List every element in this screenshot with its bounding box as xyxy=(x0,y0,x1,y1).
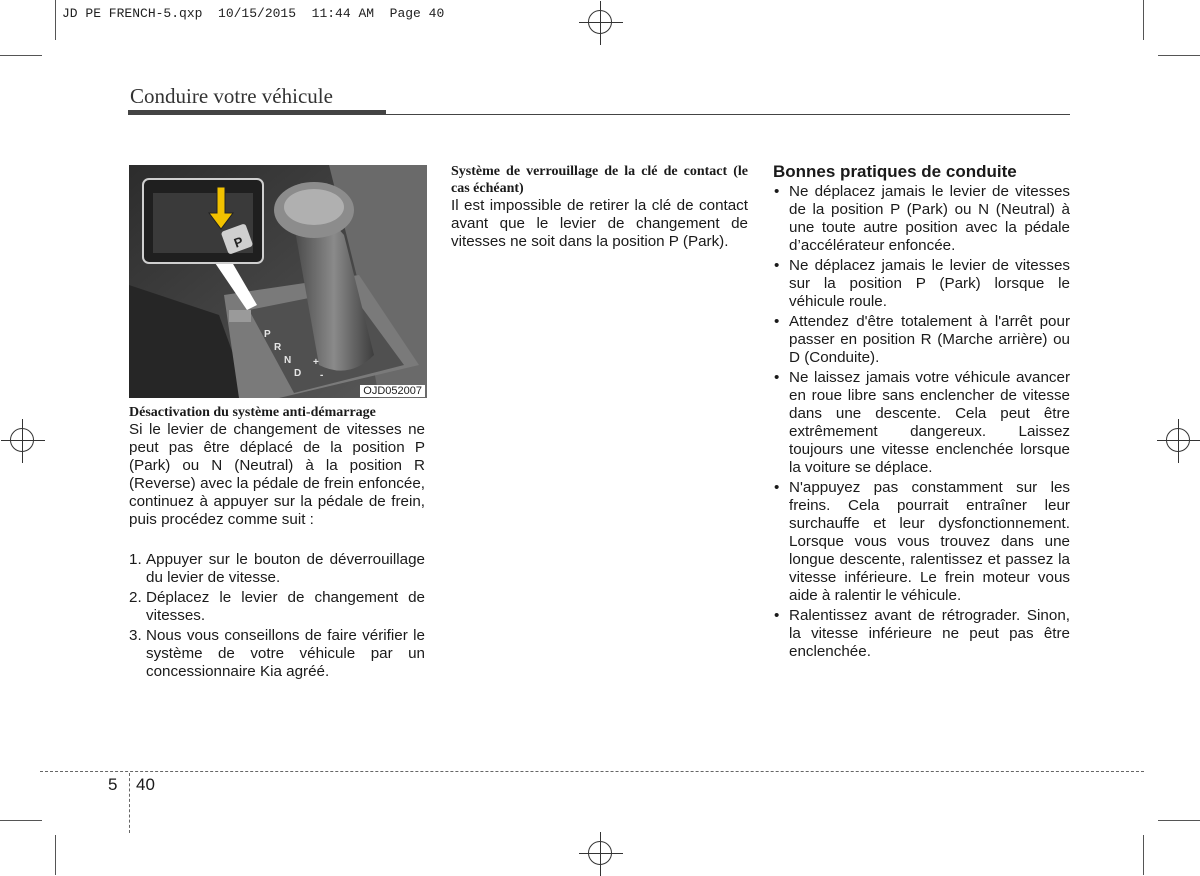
crop-mark xyxy=(55,835,56,875)
print-slug: JD PE FRENCH-5.qxp 10/15/2015 11:44 AM Page 40 xyxy=(62,6,445,21)
list-item-text: N'appuyez pas constamment sur les freins. Cela pourrait entraîner leur surchauffe et leur dysfonctionnement. Lorsque vous vous trouvez dans une longue descente, ralentissez et passez la vitesse inférieure. Le frein moteur vous aide à ralentir le véhicule. xyxy=(789,479,1070,604)
list-item-text: Ne laissez jamais votre véhicule avancer en roue libre sans enclencher de vitesse dans une descente. Cela peut être extrêmement dangereux. Laissez toujours une vitesse enclenchée lorsque la voiture se déplace. xyxy=(789,369,1070,476)
gear-shifter-illustration xyxy=(129,165,427,398)
list-item-text: Ne déplacez jamais le levier de vitesses de la position P (Park) ou N (Neutral) à une toute autre position avec la pédale d’accélérateur enfoncée. xyxy=(789,183,1070,254)
bullet-icon: • xyxy=(774,183,780,200)
section-heading: Bonnes pratiques de conduite xyxy=(773,162,1017,181)
gear-letter-plus: + xyxy=(313,357,319,368)
list-item-text: Ne déplacez jamais le levier de vitesses sur la position P (Park) lorsque le véhicule roule. xyxy=(789,257,1070,310)
section-heading: Désactivation du système anti-démarrage xyxy=(129,405,376,420)
bullet-icon: • xyxy=(774,257,780,274)
bullet-list xyxy=(773,183,1070,661)
header-rule xyxy=(386,114,1070,115)
list-item xyxy=(129,627,425,681)
footer-rule xyxy=(40,771,1144,772)
list-item-text: Nous vous conseillons de faire vérifier le système de votre véhicule par un concessionnaire Kia agréé. xyxy=(146,627,425,680)
crop-mark xyxy=(0,820,42,821)
list-item xyxy=(129,589,425,625)
gear-shifter-photo xyxy=(129,165,427,398)
crop-mark xyxy=(1158,820,1200,821)
list-item-text: Attendez d'être totalement à l'arrêt pour passer en position R (Marche arrière) ou D (Conduite). xyxy=(789,313,1070,366)
crop-mark xyxy=(55,0,56,40)
registration-mark-icon xyxy=(588,841,612,865)
gear-letter-minus: - xyxy=(320,370,324,381)
header-rule xyxy=(128,110,386,115)
section-number: 5 xyxy=(108,775,118,794)
column-1 xyxy=(129,404,425,683)
list-item xyxy=(773,313,1070,367)
paragraph: Si le levier de changement de vitesses ne peut pas être déplacé de la position P (Park) ou N (Neutral) à la position R (Reverse) avec la pédale de frein enfoncée, continuez à appuyer sur la pédale de frein, puis procédez comme suit : xyxy=(129,421,425,528)
list-number: 3. xyxy=(129,627,142,644)
list-item xyxy=(773,183,1070,255)
registration-mark-icon xyxy=(1166,428,1190,452)
bullet-icon: • xyxy=(774,313,780,330)
crop-mark xyxy=(0,55,42,56)
gear-letter-d: D xyxy=(294,368,302,379)
gear-letter-r: R xyxy=(274,342,282,353)
column-3 xyxy=(773,161,1070,663)
bullet-icon: • xyxy=(774,607,780,624)
registration-mark-icon xyxy=(10,428,34,452)
gear-letter-p: P xyxy=(264,329,271,340)
list-item-text: Déplacez le levier de changement de vitesses. xyxy=(146,589,425,624)
list-number: 2. xyxy=(129,589,142,606)
registration-mark-icon xyxy=(588,10,612,34)
footer-separator xyxy=(129,773,130,833)
figure-code: OJD052007 xyxy=(360,385,425,397)
gear-letter-n: N xyxy=(284,355,292,366)
paragraph: Il est impossible de retirer la clé de contact avant que le levier de changement de vitesses ne soit dans la position P (Park). xyxy=(451,197,748,250)
column-2 xyxy=(451,163,748,251)
crop-mark xyxy=(1158,55,1200,56)
callout-letter-p: P xyxy=(231,233,246,251)
bullet-icon: • xyxy=(774,479,780,496)
list-item-text: Ralentissez avant de rétrograder. Sinon, la vitesse inférieure ne peut pas être enclenchée. xyxy=(789,607,1070,660)
list-item-text: Appuyer sur le bouton de déverrouillage du levier de vitesse. xyxy=(146,551,425,586)
bullet-icon: • xyxy=(774,369,780,386)
page-title: Conduire votre véhicule xyxy=(130,84,333,108)
list-item xyxy=(773,479,1070,605)
list-number: 1. xyxy=(129,551,142,568)
crop-mark xyxy=(1143,0,1144,40)
list-item xyxy=(773,369,1070,477)
list-item xyxy=(773,607,1070,661)
page-number: 40 xyxy=(136,775,155,794)
numbered-list xyxy=(129,551,425,681)
section-heading: Système de verrouillage de la clé de contact (le cas échéant) xyxy=(451,164,748,196)
crop-mark xyxy=(1143,835,1144,875)
list-item xyxy=(773,257,1070,311)
list-item xyxy=(129,551,425,587)
